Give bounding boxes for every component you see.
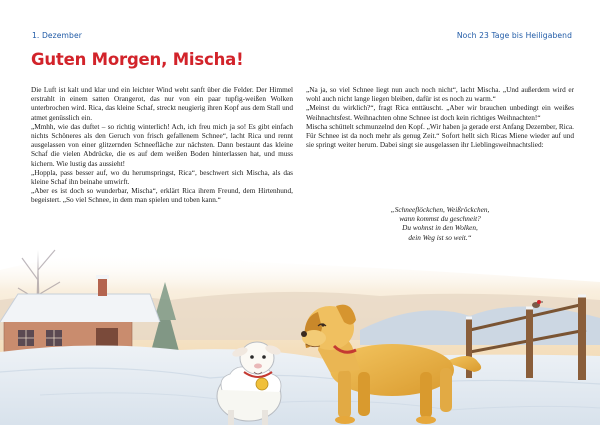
chapter-date: 1. Dezember	[32, 31, 82, 40]
verse-line: dein Weg ist so weit.“	[408, 233, 472, 242]
paragraph: Die Luft ist kalt und klar und ein leichter Wind weht sanft über die Felder. Der Himmel erstrahlt in einem satten Orangerot, das nur von ein paar tupfig-weißen Wolken unterbrochen wird. Rica, das kleine Schaf, streckt neugierig ihren Kopf aus dem Stall und atmet genüsslich ein.	[31, 86, 293, 122]
wooden-fence	[466, 296, 586, 380]
paragraph: „Na ja, so viel Schnee liegt nun auch noch nicht“, lacht Mischa. „Und außerdem wird er wohl auch nicht lange liegen bleiben, dafür ist es noch zu warm.“	[306, 86, 574, 104]
farmhouse	[0, 275, 160, 362]
dog-mischa	[301, 305, 481, 424]
story-title: Guten Morgen, Mischa!	[31, 50, 244, 69]
verse-line: „Schneeflöckchen, Weißröckchen,	[390, 206, 490, 214]
sky-wash	[0, 253, 600, 360]
paragraph: „Aber es ist doch so wunderbar, Mischa“, erklärt Rica ihrem Freund, dem Hirtenhund, begeistert. „So viel Schnee, in dem man spielen und toben kann.“	[31, 187, 293, 205]
countdown-label: Noch 23 Tage bis Heiligabend	[456, 31, 572, 40]
left-text-column	[31, 86, 293, 206]
paragraph: „Hoppla, pass besser auf, wo du herumspringst, Rica“, beschwert sich Mischa, als das kleine Schaf ihn beinahe umwirft.	[31, 168, 293, 187]
verse-line: wann kommst du geschneit?	[399, 215, 481, 224]
robin-bird	[532, 300, 543, 308]
paragraph: Mischa schüttelt schmunzelnd den Kopf. „Wir haben ja gerade erst Anfang Dezember, Rica. Für Schnee ist da noch mehr als genug Zeit.“ Sofort hellt sich Ricas Miene wieder auf und sie springt weiter herum. Dabei singt sie ausgelassen ihr Lieblingsweihnachtslied:	[306, 122, 574, 150]
lamb-rica	[217, 342, 282, 425]
bare-tree	[18, 250, 60, 350]
verse-line: Du wohnst in den Wolken,	[402, 224, 478, 233]
right-text-column	[306, 86, 574, 150]
snow-ground	[0, 345, 600, 425]
paragraph: „Meinst du wirklich?“, fragt Rica enttäuscht. „Aber wir brauchen unbedingt ein weißes Weihnachtsfest. Weihnachten ohne Schnee ist doch kein richtiges Weihnachten!“	[306, 104, 574, 122]
far-hills	[0, 292, 600, 340]
blue-mountains	[360, 306, 600, 345]
paragraph: „Mmhh, wie das duftet – so richtig winterlich! Ach, ich freu mich ja so! Es gibt einfach nichts Schöneres als den Geruch von frisch gefallenem Schnee“, lacht Rica und rennt ausgelassen von einer glitzernden Schneefläche zur nächsten. Dann bestaunt das kleine Schaf die vielen Abdrücke, die es auf dem weißen Boden hinterlassen hat, und muss kichern. Wie lustig das aussieht!	[31, 122, 293, 168]
fir-tree	[150, 282, 180, 355]
song-verse	[306, 206, 574, 243]
